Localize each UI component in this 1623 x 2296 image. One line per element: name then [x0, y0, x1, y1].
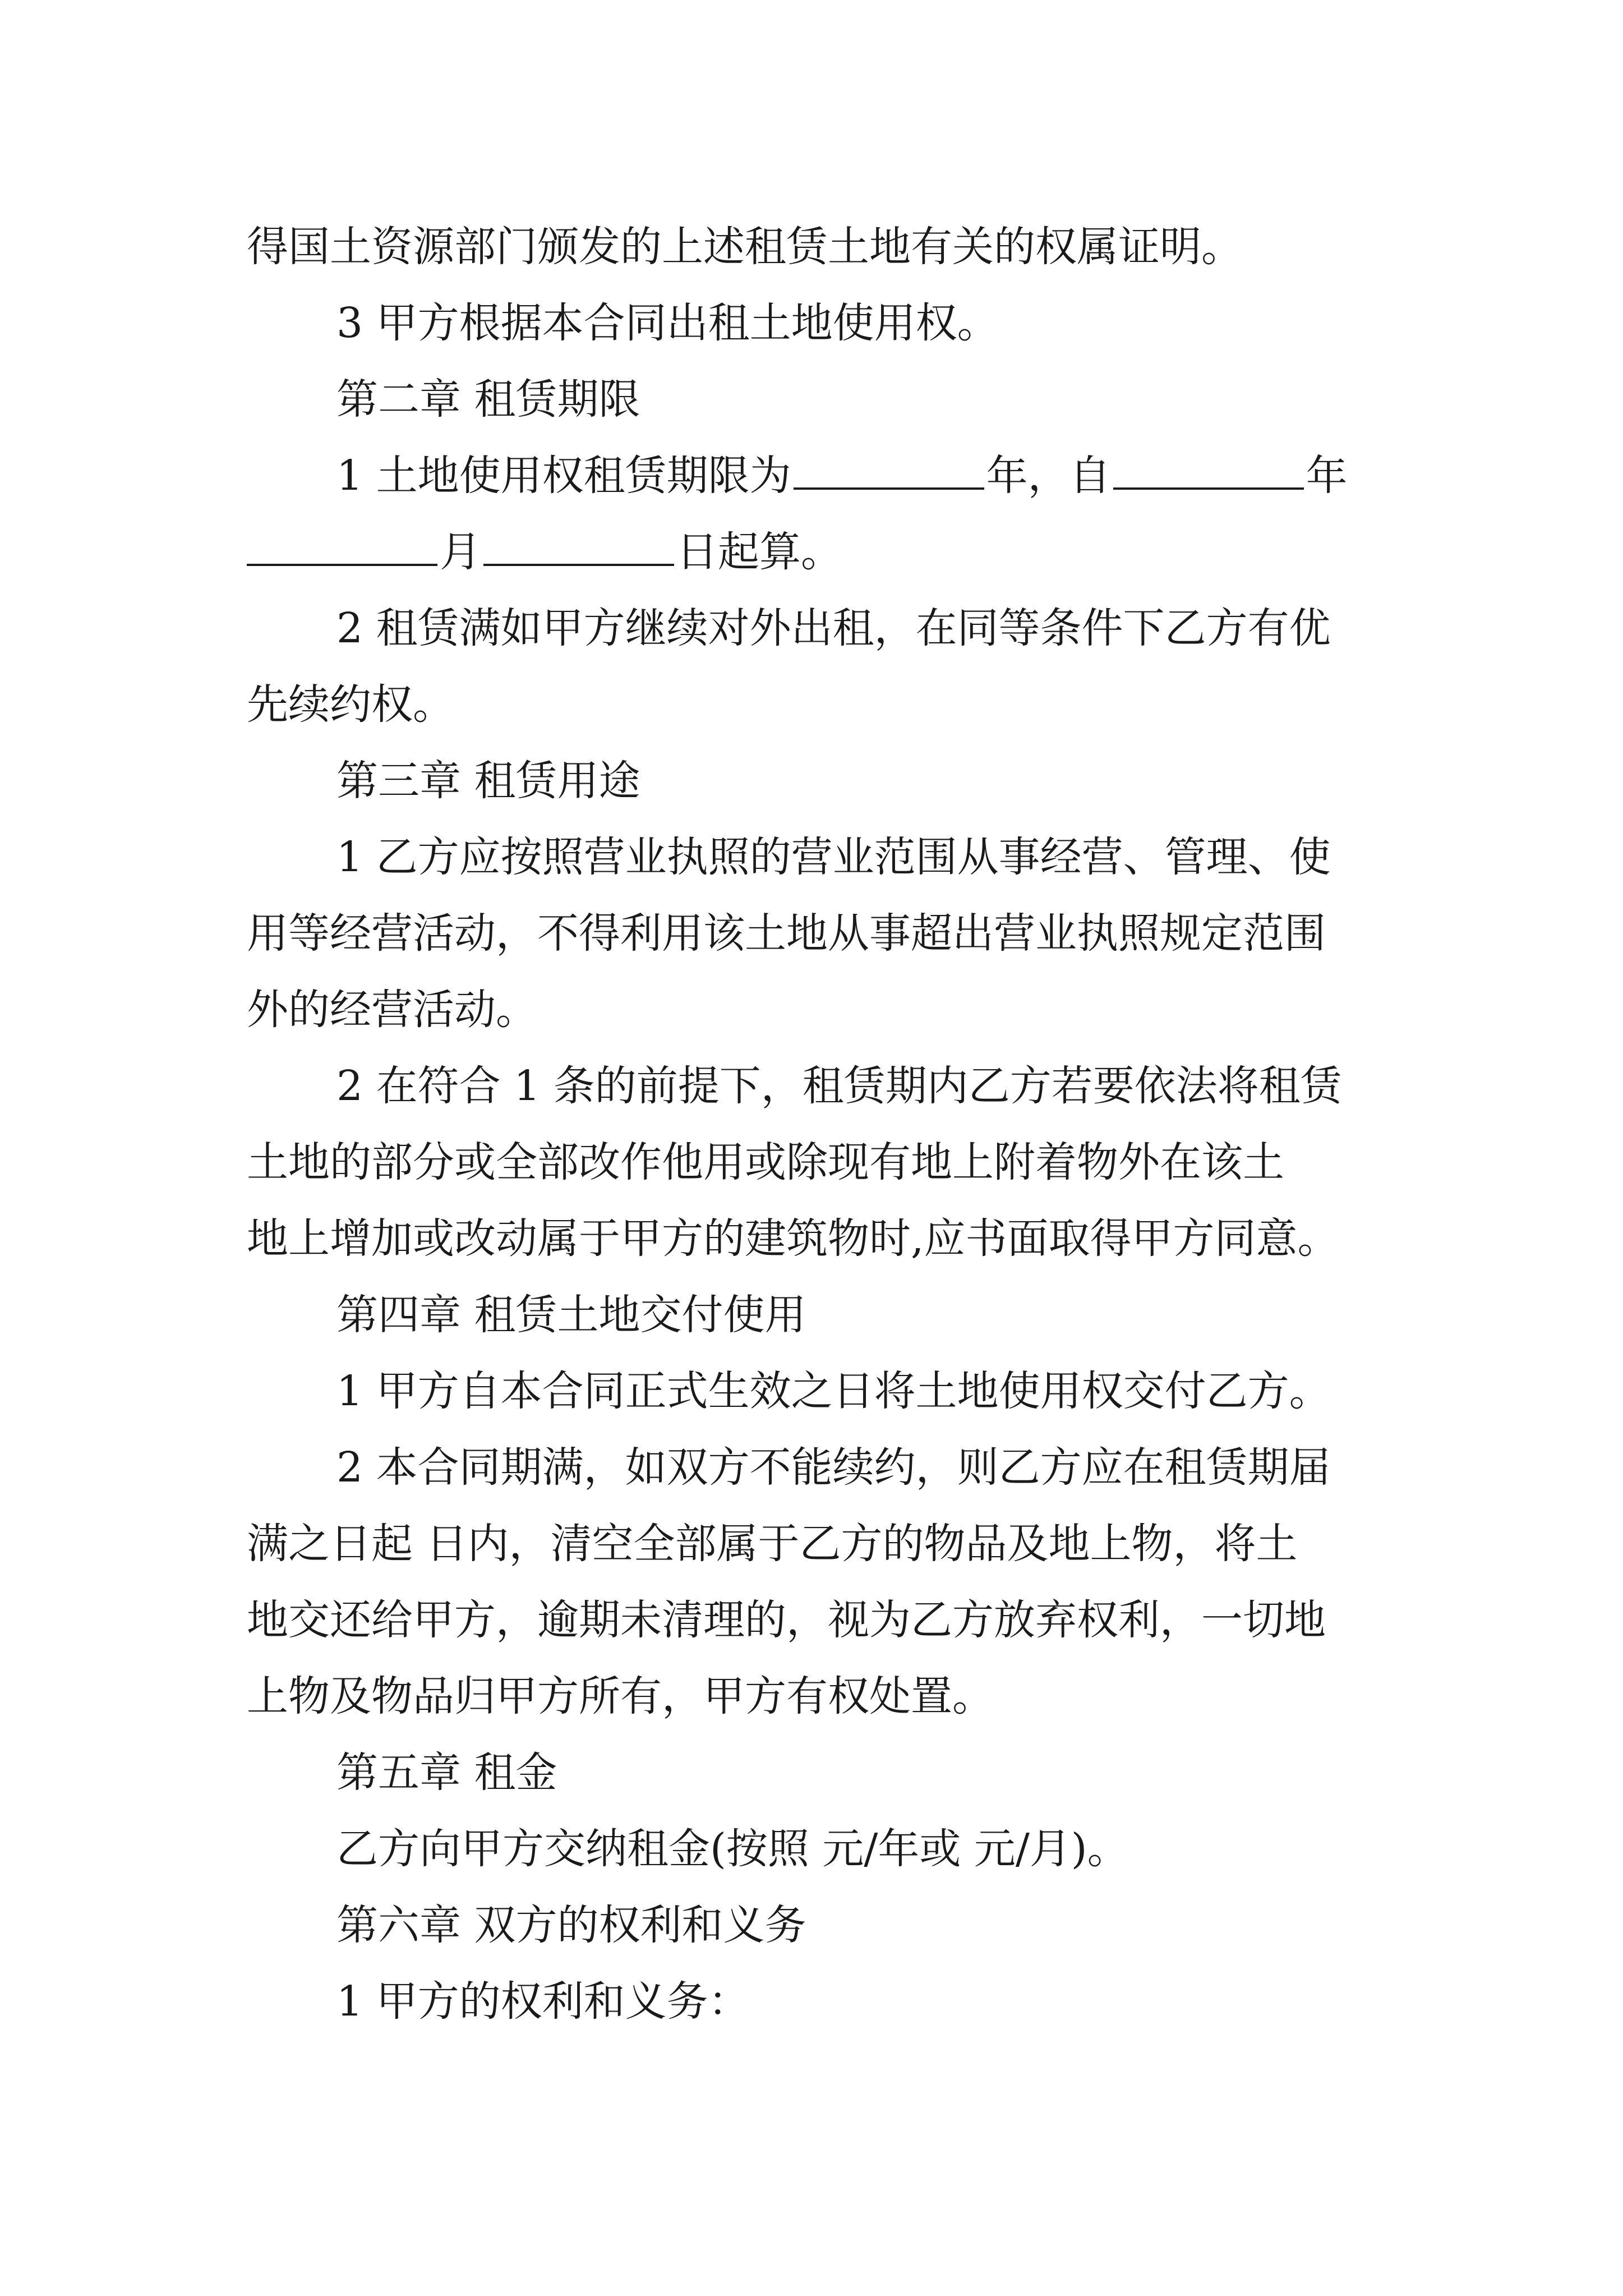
blank-field [1113, 448, 1304, 490]
chapter-heading: 第三章 租赁用途 [336, 757, 640, 805]
chapter-heading: 第五章 租金 [336, 1749, 557, 1797]
chapter-heading: 第二章 租赁期限 [336, 375, 640, 424]
paragraph-line: 外的经营活动。 [247, 986, 537, 1034]
clause-line: 2 在符合 1 条的前提下，租赁期内乙方若要依法将租赁 [336, 1062, 1342, 1110]
clause-line: 2 本合同期满，如双方不能续约，则乙方应在租赁期届 [336, 1443, 1331, 1492]
paragraph-line: 地交还给甲方，逾期未清理的，视为乙方放弃权利，一切地 [247, 1596, 1326, 1644]
paragraph-line: 土地的部分或全部改作他用或除现有地上附着物外在该土 [247, 1138, 1284, 1186]
paragraph-line: 上物及物品归甲方所有，甲方有权处置。 [247, 1672, 994, 1720]
paragraph-line: 得国土资源部门颁发的上述租赁土地有关的权属证明。 [247, 223, 1243, 271]
clause-line [247, 438, 1391, 514]
paragraph-line: 地上增加或改动属于甲方的建筑物时,应书面取得甲方同意。 [247, 1214, 1339, 1263]
blank-field [483, 524, 674, 566]
blank-field [794, 448, 984, 490]
clause-line: 3 甲方根据本合同出租土地使用权。 [336, 299, 999, 347]
blank-field [247, 524, 437, 566]
chapter-heading: 第六章 双方的权利和义务 [336, 1901, 806, 1949]
paragraph-line: 满之日起 日内，清空全部属于乙方的物品及地上物，将土 [247, 1520, 1298, 1568]
paragraph-line: 用等经营活动，不得利用该土地从事超出营业执照规定范围 [247, 909, 1326, 958]
clause-line: 1 甲方的权利和义务： [336, 1977, 750, 2026]
contract-text [247, 209, 1391, 2040]
clause-line: 1 乙方应按照营业执照的营业范围从事经营、管理、使 [336, 833, 1331, 881]
clause-line: 乙方向甲方交纳租金(按照 元/年或 元/月)。 [336, 1825, 1129, 1873]
chapter-heading: 第四章 租赁土地交付使用 [336, 1291, 806, 1339]
text-segment: 月 [440, 528, 481, 576]
clause-line: 2 租赁满如甲方继续对外出租，在同等条件下乙方有优 [336, 604, 1331, 652]
paragraph-line: 先续约权。 [247, 680, 454, 729]
text-segment: 日起算。 [676, 528, 842, 576]
text-segment: 年 [1306, 452, 1348, 500]
text-segment: 年，自 [986, 452, 1111, 500]
text-segment: 1 土地使用权租赁期限为 [336, 452, 791, 500]
paragraph-line [247, 514, 1391, 590]
clause-line: 1 甲方自本合同正式生效之日将土地使用权交付乙方。 [336, 1367, 1331, 1415]
